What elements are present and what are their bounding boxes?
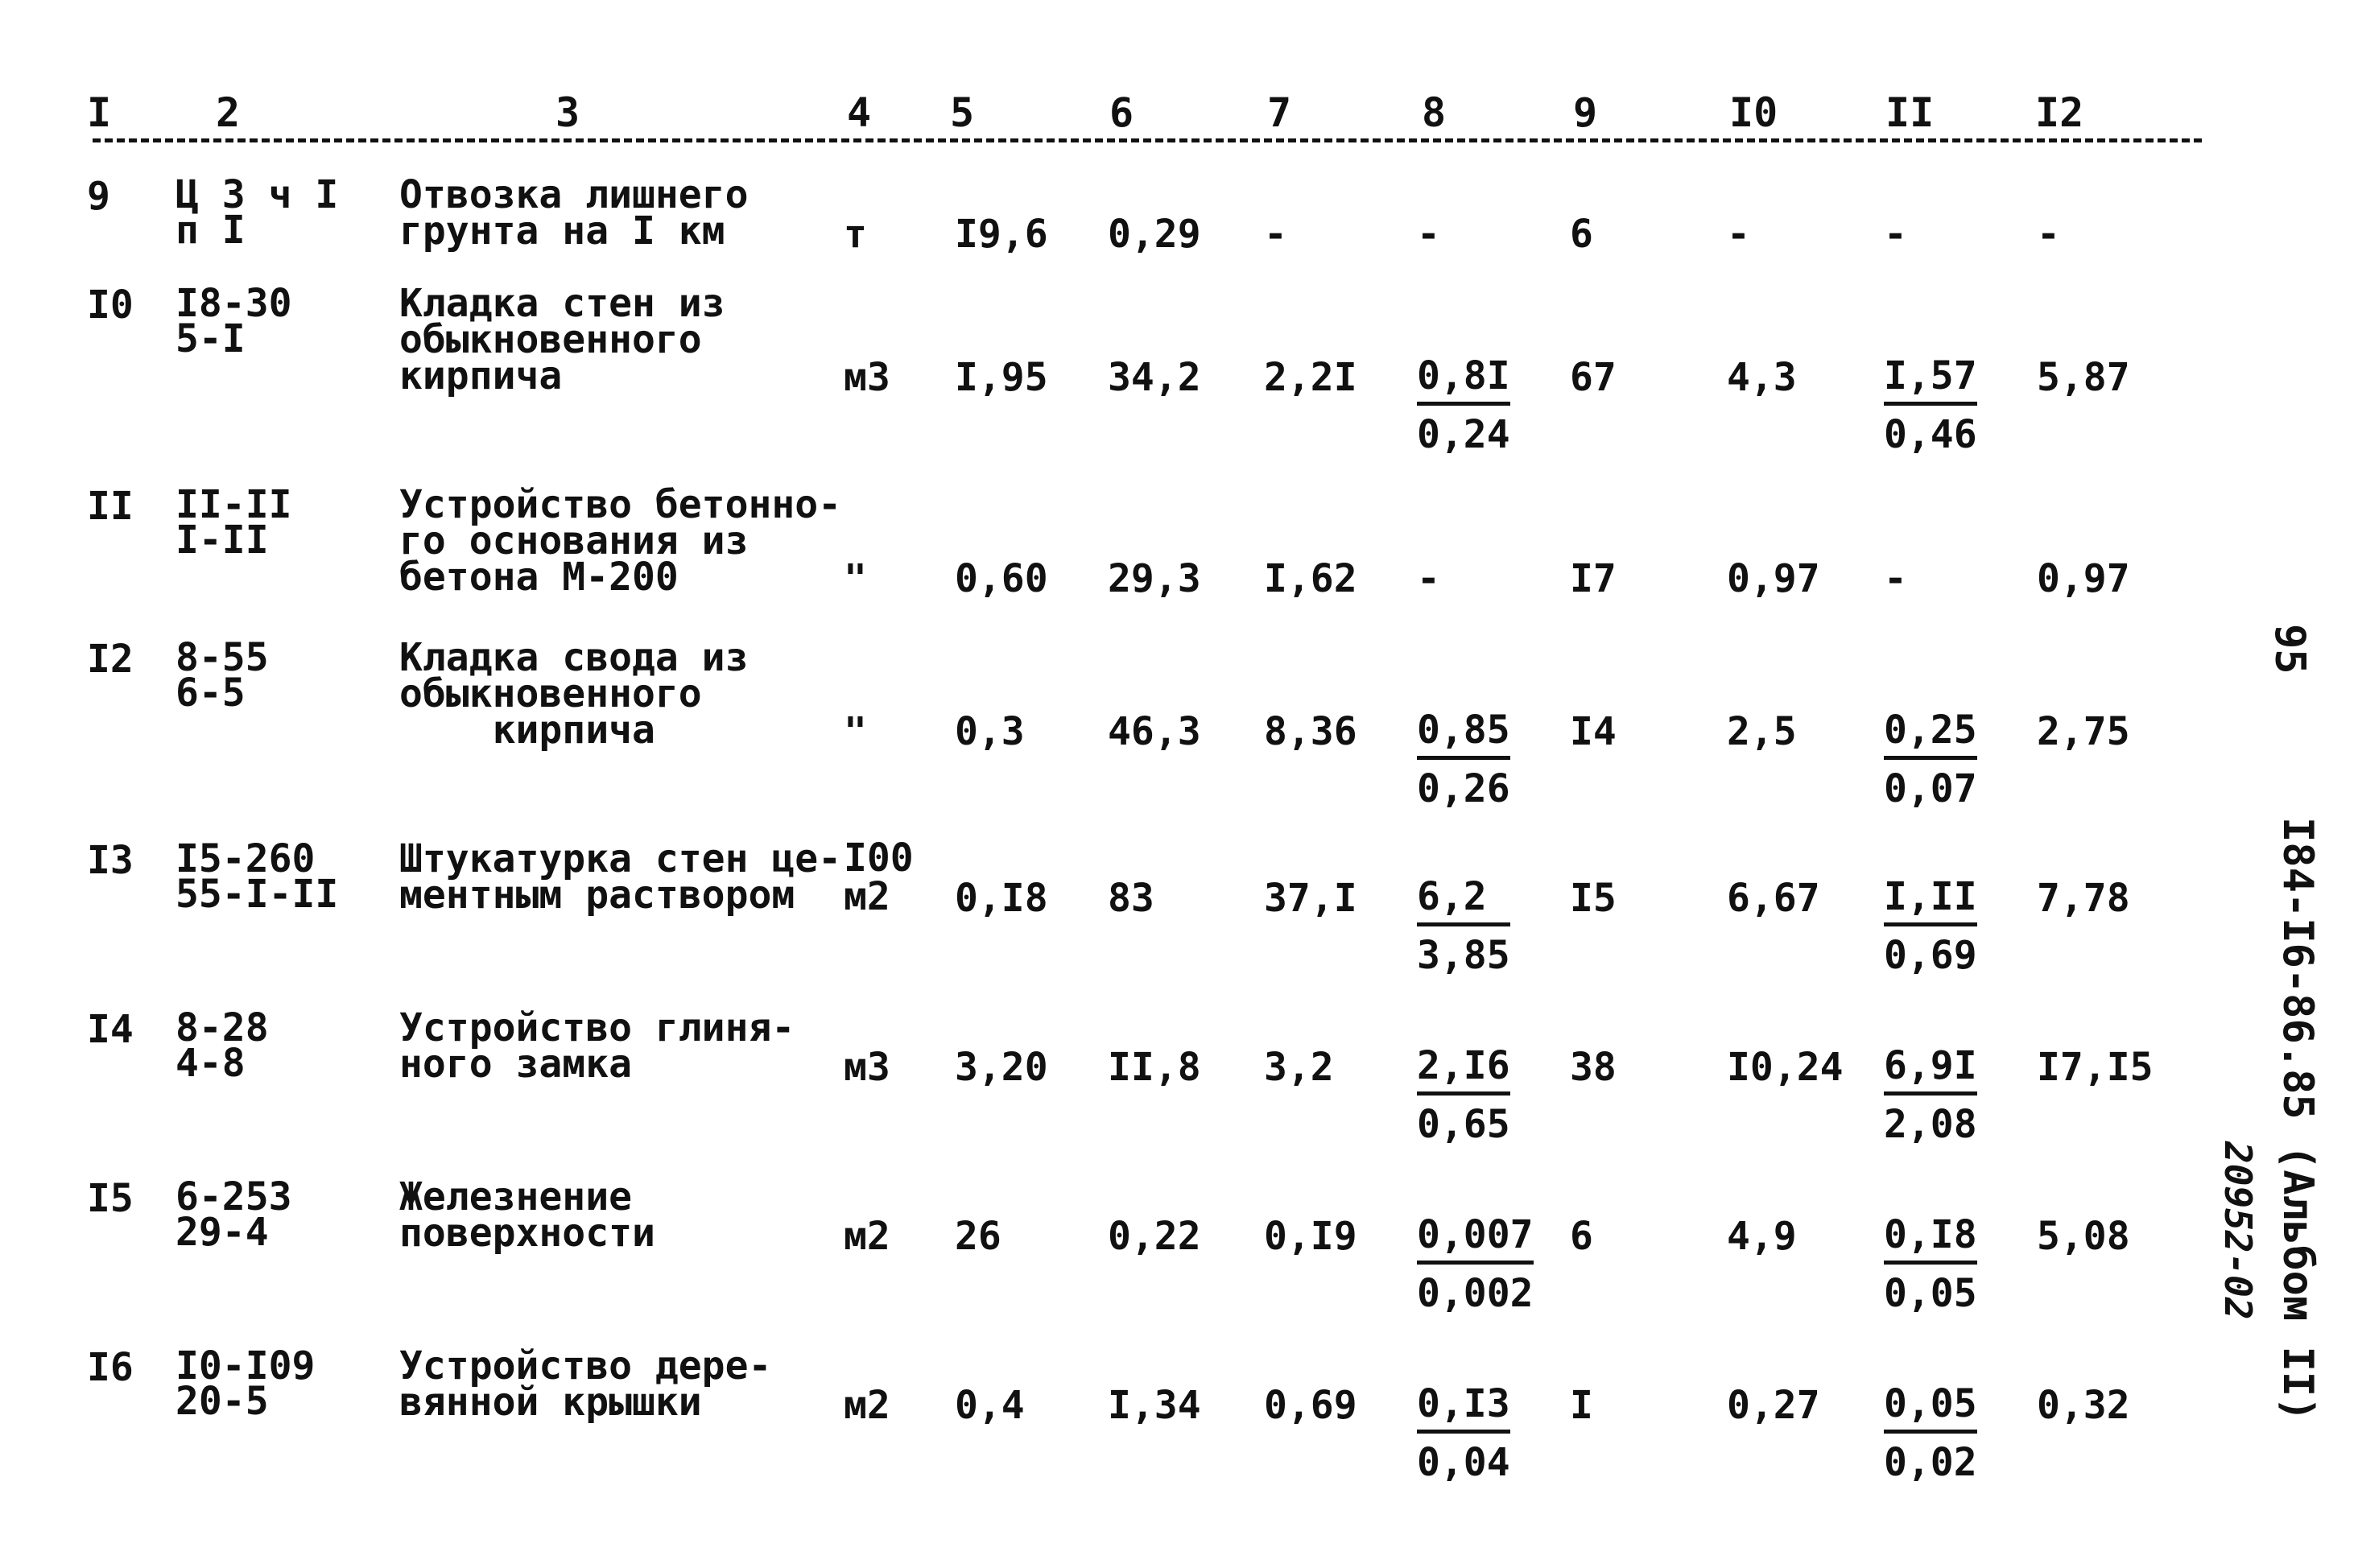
col-11-value-numerator: 0,25 (1884, 708, 1977, 753)
norm-code-line: I8-30 (176, 281, 292, 326)
work-description-line: грунта на I км (399, 208, 725, 254)
work-description-line: Устройство бетонно- (399, 482, 842, 527)
col-6-value: 0,22 (1108, 1214, 1201, 1259)
col-11-value: - (1884, 212, 1907, 257)
column-header-12: I2 (2035, 89, 2084, 136)
work-description (399, 1343, 772, 1425)
norm-code-line: 5-I (176, 316, 246, 361)
col-9-value: 6 (1570, 212, 1593, 257)
norm-code-line: п I (176, 208, 246, 253)
col-10-value: - (1727, 212, 1750, 257)
col-11-value-denominator: 0,69 (1884, 933, 1977, 978)
work-description-line: ментным раствором (399, 873, 795, 918)
norm-code (176, 1005, 269, 1086)
col-8-value-numerator: 6,2 (1417, 874, 1487, 919)
norm-code-line: 20-5 (176, 1379, 269, 1424)
row-number: II (87, 484, 134, 529)
col-11-value-fraction-bar (1884, 756, 1977, 760)
column-header-5: 5 (950, 89, 975, 136)
col-8-value-denominator: 0,04 (1417, 1440, 1510, 1485)
col-5-value: 0,60 (955, 556, 1048, 601)
work-description (399, 1174, 655, 1256)
row-number: I0 (87, 283, 134, 328)
col-11-value: - (1884, 556, 1907, 601)
work-description-line: Кладка свода из (399, 635, 749, 680)
col-8-value (1417, 708, 1510, 811)
norm-code (176, 281, 292, 361)
col-10-value: 0,27 (1727, 1383, 1820, 1428)
column-header-2: 2 (216, 89, 241, 136)
work-description-line: Устройство глиня- (399, 1005, 795, 1050)
unit (844, 212, 867, 257)
row-number: 9 (87, 174, 110, 219)
col-6-value: 83 (1108, 876, 1154, 921)
col-11-value-fraction-bar (1884, 1261, 1977, 1265)
col-11-value-fraction-bar (1884, 402, 1977, 406)
col-6-value: 0,29 (1108, 212, 1201, 257)
col-12-value: I7,I5 (2037, 1045, 2154, 1090)
norm-code-line: 6-253 (176, 1174, 292, 1219)
col-11-value-denominator: 0,05 (1884, 1271, 1977, 1316)
col-8-value-denominator: 0,24 (1417, 412, 1510, 457)
norm-code-line: 4-8 (176, 1041, 246, 1086)
col-8-value-numerator: 0,85 (1417, 708, 1510, 753)
work-description-line: Железнение (399, 1174, 632, 1219)
column-header-1: I (87, 89, 112, 136)
col-5-value: 0,I8 (955, 876, 1048, 921)
work-description-line: Штукатурка стен це- (399, 836, 842, 881)
norm-code (176, 482, 292, 563)
col-9-value: I (1570, 1383, 1593, 1428)
work-description (399, 1005, 795, 1087)
unit-line: I00 (844, 836, 914, 881)
col-8-value-numerator: 2,I6 (1417, 1043, 1510, 1088)
work-description-line: поверхности (399, 1211, 655, 1256)
col-11-value-denominator: 0,02 (1884, 1440, 1977, 1485)
col-7-value: 0,I9 (1264, 1214, 1357, 1259)
column-header-11: II (1885, 89, 1935, 136)
col-6-value: 34,2 (1108, 355, 1201, 400)
unit (844, 1383, 890, 1428)
norm-code-line: 8-28 (176, 1005, 269, 1050)
document-code: I84-I6-86.85 (Альбом II) (2273, 817, 2322, 1422)
col-7-value: - (1264, 212, 1287, 257)
col-11-value-numerator: 0,I8 (1884, 1212, 1977, 1257)
col-11-value-fraction-bar (1884, 922, 1977, 926)
col-11-value (1884, 1043, 1977, 1147)
col-8-value (1417, 353, 1510, 457)
column-header-9: 9 (1573, 89, 1598, 136)
col-8-value: - (1417, 556, 1440, 601)
page-number: 95 (2265, 624, 2314, 675)
norm-code-line: I5-260 (176, 836, 316, 881)
col-6-value: I,34 (1108, 1383, 1201, 1428)
norm-code (176, 1174, 292, 1255)
col-7-value: 8,36 (1264, 709, 1357, 754)
col-6-value: 46,3 (1108, 709, 1201, 754)
norm-code-line: I0-I09 (176, 1343, 316, 1389)
column-header-8: 8 (1422, 89, 1447, 136)
unit (844, 1045, 890, 1090)
col-5-value: 26 (955, 1214, 1001, 1259)
unit-line: т (844, 212, 867, 257)
col-12-value: 5,87 (2037, 355, 2130, 400)
work-description-line: Отвозка лишнего (399, 172, 749, 217)
unit-line: м2 (844, 874, 890, 919)
work-description-line: обыкновенного (399, 671, 702, 716)
work-description-line: обыкновенного (399, 317, 702, 362)
work-description-line: кирпича (399, 353, 563, 398)
row-number: I6 (87, 1345, 134, 1390)
work-description-line: Устройство дере- (399, 1343, 772, 1389)
col-6-value: 29,3 (1108, 556, 1201, 601)
work-description-line: ного замка (399, 1042, 632, 1087)
norm-code (176, 172, 339, 253)
work-description (399, 635, 749, 753)
col-9-value: I4 (1570, 709, 1617, 754)
unit (844, 556, 867, 601)
reference-number: 20952-02 (2216, 1141, 2260, 1320)
col-11-value-numerator: I,II (1884, 874, 1977, 919)
norm-code (176, 836, 339, 917)
col-11-value (1884, 1381, 1977, 1485)
column-header-7: 7 (1267, 89, 1292, 136)
col-11-value-numerator: 6,9I (1884, 1043, 1977, 1088)
col-5-value: 0,3 (955, 709, 1025, 754)
col-9-value: 6 (1570, 1214, 1593, 1259)
col-7-value: 37,I (1264, 876, 1357, 921)
work-description-line: вянной крышки (399, 1380, 702, 1425)
col-7-value: 2,2I (1264, 355, 1357, 400)
col-5-value: I9,6 (955, 212, 1048, 257)
work-description-line: го основания из (399, 518, 749, 563)
col-8-value-fraction-bar (1417, 1430, 1510, 1434)
col-12-value: 7,78 (2037, 876, 2130, 921)
unit-line: м3 (844, 355, 890, 400)
col-12-value: - (2037, 212, 2060, 257)
column-header-10: I0 (1729, 89, 1778, 136)
norm-code-line: Ц 3 ч I (176, 172, 339, 217)
norm-code-line: 8-55 (176, 635, 269, 680)
col-8-value-denominator: 0,65 (1417, 1102, 1510, 1147)
col-11-value-numerator: I,57 (1884, 353, 1977, 398)
col-8-value-numerator: 0,I3 (1417, 1381, 1510, 1426)
col-8-value (1417, 1043, 1510, 1147)
unit (844, 709, 867, 754)
col-11-value-denominator: 2,08 (1884, 1102, 1977, 1147)
col-5-value: 0,4 (955, 1383, 1025, 1428)
col-11-value (1884, 1212, 1977, 1316)
work-description (399, 836, 842, 918)
col-10-value: 0,97 (1727, 556, 1820, 601)
col-8-value-numerator: 0,007 (1417, 1212, 1534, 1257)
col-12-value: 5,08 (2037, 1214, 2130, 1259)
col-7-value: 0,69 (1264, 1383, 1357, 1428)
col-8-value-fraction-bar (1417, 922, 1510, 926)
col-7-value: I,62 (1264, 556, 1357, 601)
col-11-value (1884, 874, 1977, 978)
col-8-value: - (1417, 212, 1440, 257)
norm-code-line: II-II (176, 482, 292, 527)
col-11-value (1884, 708, 1977, 811)
col-11-value-numerator: 0,05 (1884, 1381, 1977, 1426)
col-9-value: I5 (1570, 876, 1617, 921)
col-8-value (1417, 874, 1510, 978)
col-6-value: II,8 (1108, 1045, 1201, 1090)
col-5-value: I,95 (955, 355, 1048, 400)
unit (844, 836, 914, 919)
unit-line: " (844, 556, 867, 601)
norm-code-line: I-II (176, 518, 269, 563)
col-8-value-denominator: 3,85 (1417, 933, 1510, 978)
col-8-value (1417, 1381, 1510, 1485)
column-header-4: 4 (847, 89, 872, 136)
unit (844, 355, 890, 400)
work-description (399, 281, 725, 398)
col-9-value: 38 (1570, 1045, 1617, 1090)
col-8-value-fraction-bar (1417, 1261, 1534, 1265)
row-number: I4 (87, 1007, 134, 1052)
work-description-line: кирпича (399, 708, 655, 753)
col-10-value: 4,9 (1727, 1214, 1797, 1259)
column-header-3: 3 (555, 89, 580, 136)
col-8-value-fraction-bar (1417, 402, 1510, 406)
unit-line: м2 (844, 1214, 890, 1259)
col-10-value: 4,3 (1727, 355, 1797, 400)
col-7-value: 3,2 (1264, 1045, 1334, 1090)
norm-code-line: 6-5 (176, 671, 246, 716)
col-12-value: 0,32 (2037, 1383, 2130, 1428)
norm-code (176, 635, 269, 716)
norm-code (176, 1343, 316, 1424)
col-8-value-fraction-bar (1417, 1091, 1510, 1096)
col-10-value: I0,24 (1727, 1045, 1844, 1090)
col-9-value: I7 (1570, 556, 1617, 601)
work-description (399, 172, 749, 254)
col-11-value (1884, 353, 1977, 457)
col-11-value-fraction-bar (1884, 1430, 1977, 1434)
unit-line: м2 (844, 1383, 890, 1428)
col-8-value-denominator: 0,002 (1417, 1271, 1534, 1316)
col-8-value (1417, 1212, 1534, 1316)
row-number: I5 (87, 1176, 134, 1221)
column-header-6: 6 (1109, 89, 1134, 136)
col-5-value: 3,20 (955, 1045, 1048, 1090)
work-description-line: Кладка стен из (399, 281, 725, 326)
norm-code-line: 55-I-II (176, 872, 339, 917)
col-12-value: 2,75 (2037, 709, 2130, 754)
col-10-value: 6,67 (1727, 876, 1820, 921)
col-10-value: 2,5 (1727, 709, 1797, 754)
row-number: I3 (87, 838, 134, 883)
col-8-value-denominator: 0,26 (1417, 766, 1510, 811)
row-number: I2 (87, 637, 134, 682)
norm-code-line: 29-4 (176, 1210, 269, 1255)
col-11-value-fraction-bar (1884, 1091, 1977, 1096)
unit-line: м3 (844, 1045, 890, 1090)
work-description-line: бетона М-200 (399, 555, 679, 600)
col-8-value-fraction-bar (1417, 756, 1510, 760)
col-8-value-numerator: 0,8I (1417, 353, 1510, 398)
unit-line: " (844, 709, 867, 754)
col-12-value: 0,97 (2037, 556, 2130, 601)
col-11-value-denominator: 0,07 (1884, 766, 1977, 811)
col-9-value: 67 (1570, 355, 1617, 400)
work-description (399, 482, 842, 600)
col-11-value-denominator: 0,46 (1884, 412, 1977, 457)
unit (844, 1214, 890, 1259)
